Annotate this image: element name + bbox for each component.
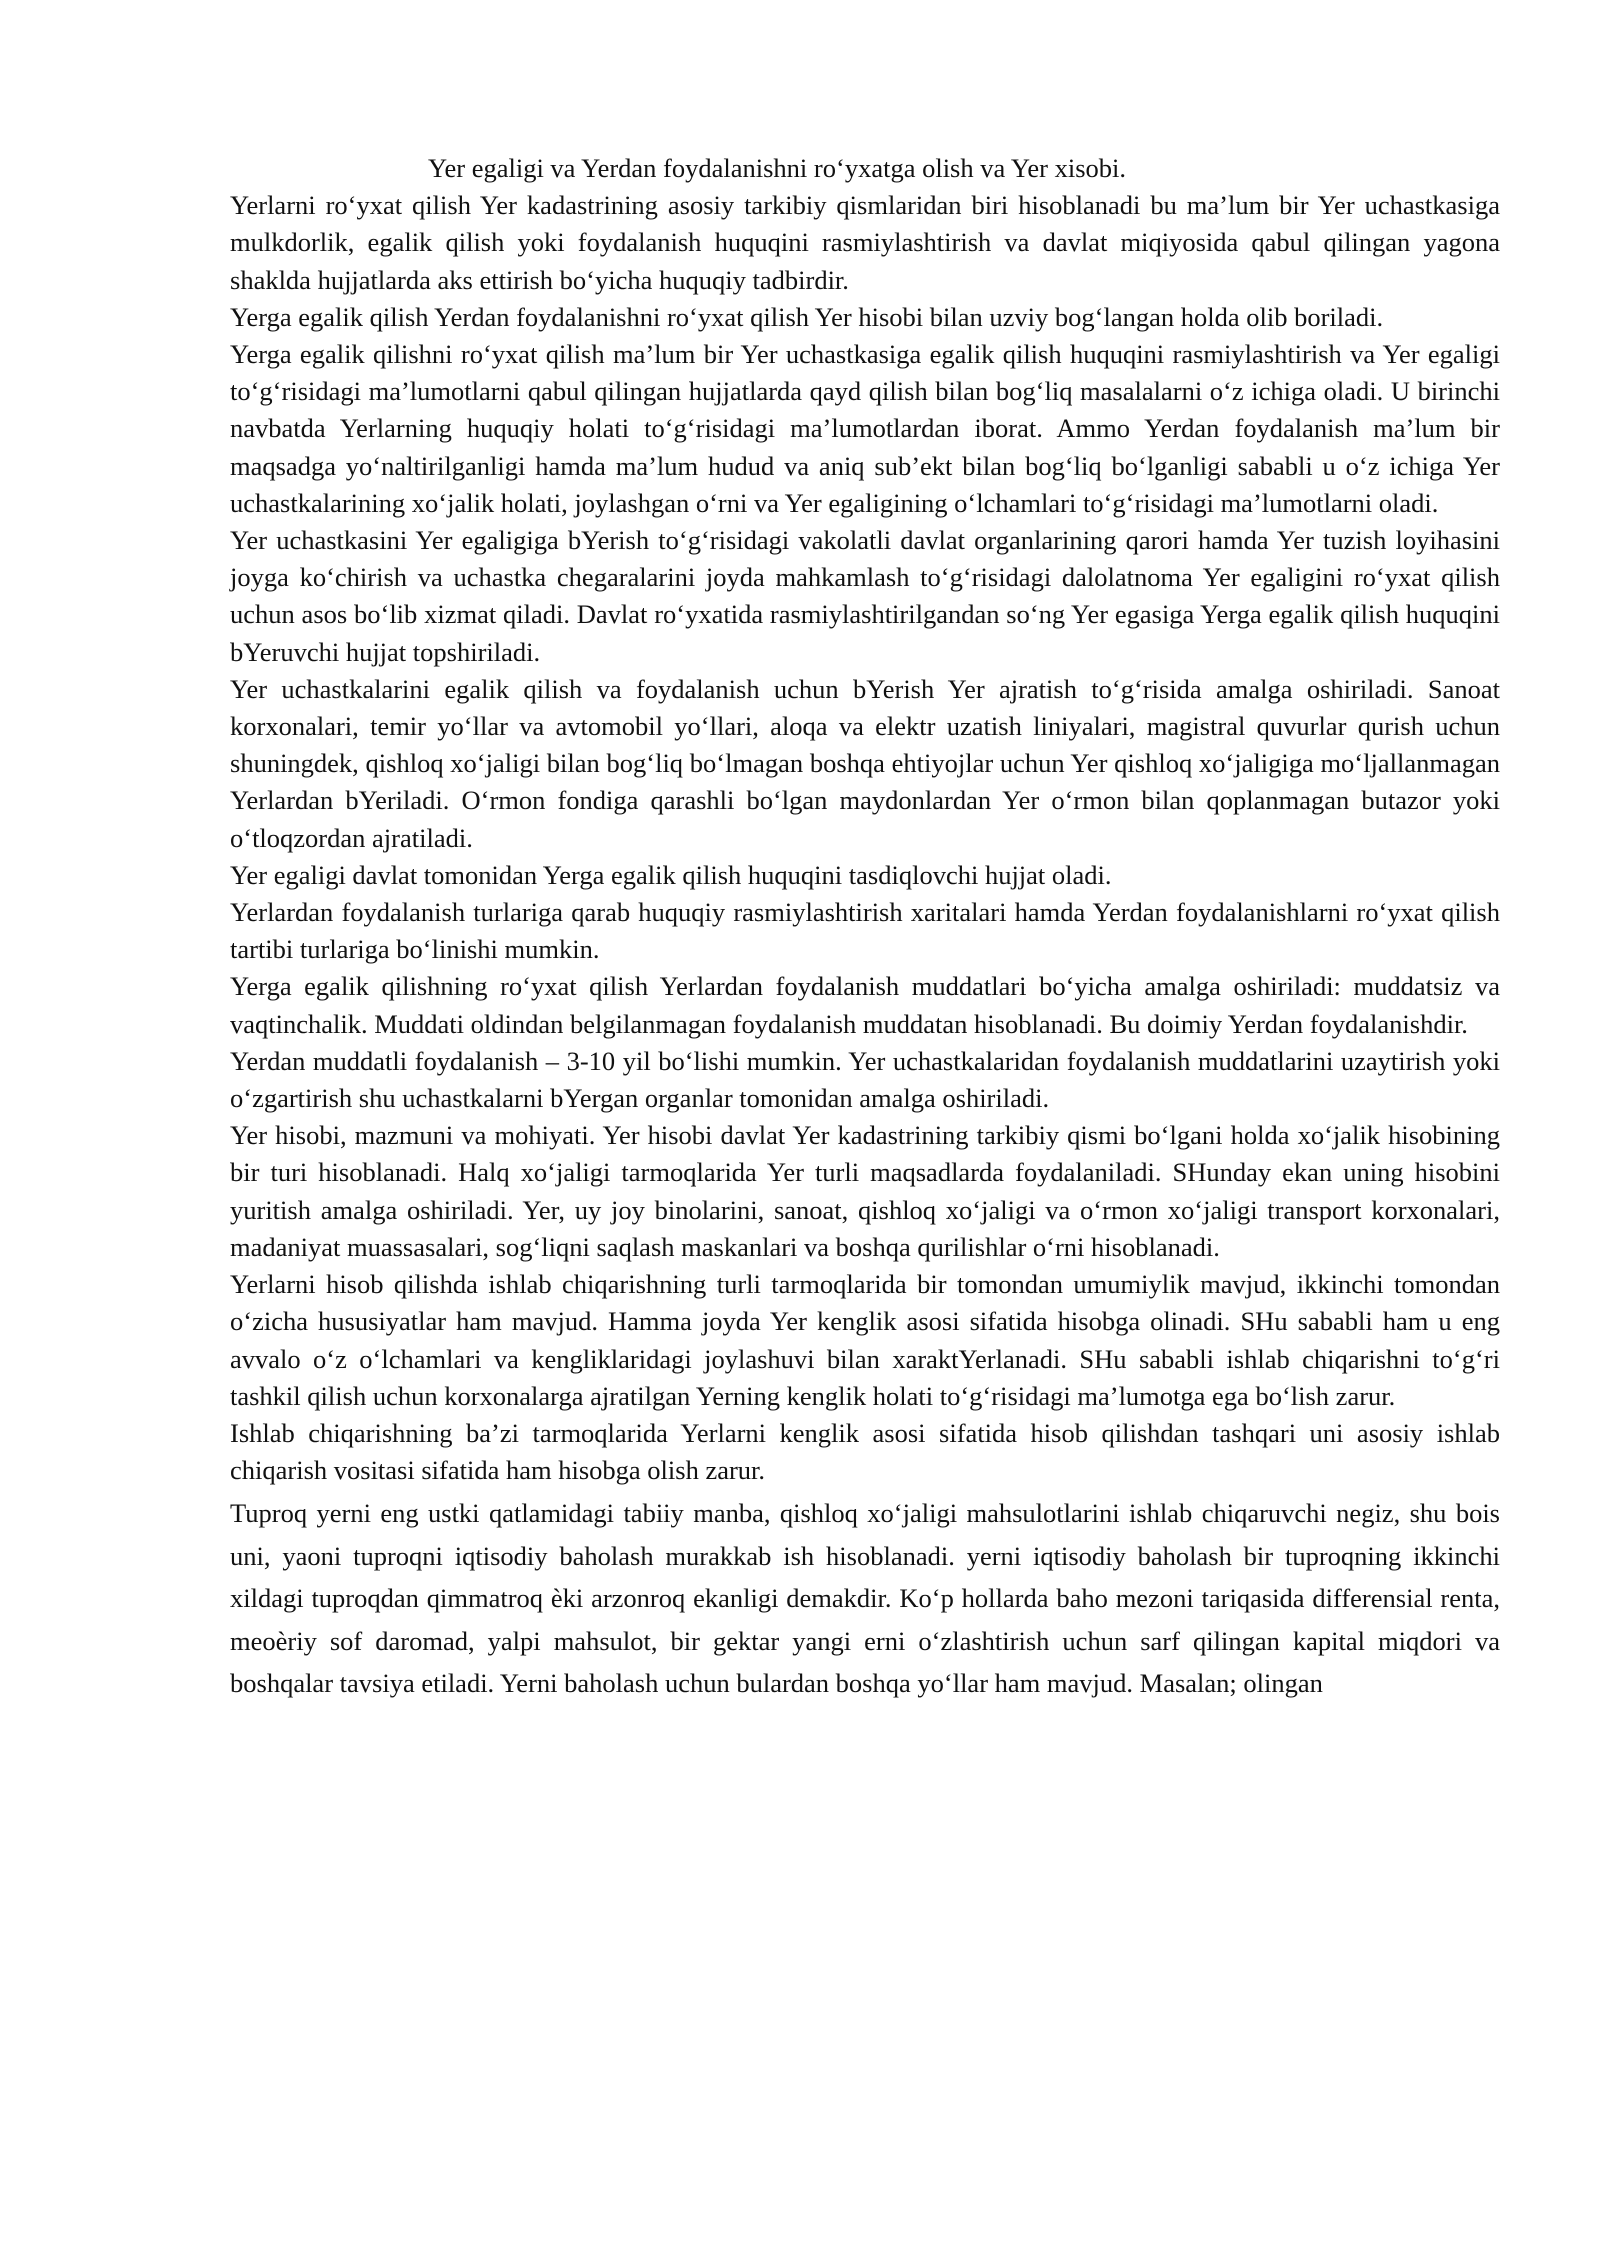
- paragraph-8: Yerga egalik qilishning ro‘yxat qilish Yerlardan foydalanish muddatlari bo‘yicha amalga oshiriladi: muddatsiz va vaqtinchalik. Muddati oldindan belgilanmagan foydalanish muddatan hisoblanadi. Bu doimiy Yerdan foydalanishdir.: [230, 971, 1500, 1039]
- paragraph-6: Yer egaligi davlat tomonidan Yerga egalik qilish huquqini tasdiqlovchi hujjat oladi.: [230, 859, 1112, 890]
- paragraph-9: Yerdan muddatli foydalanish – 3-10 yil bo‘lishi mumkin. Yer uchastkalaridan foydalanish muddatlarini uzaytirish yoki o‘zgartirish shu uchastkalarni bYergan organlar tomonidan amalga oshiriladi.: [230, 1045, 1500, 1114]
- paragraph-3: Yerga egalik qilishni ro‘yxat qilish ma’lum bir Yer uchastkasiga egalik qilish huquqini rasmiylashtirish va Yer egaligi to‘g‘risidagi ma’lumotlarni qabul qilingan hujjatlarda qayd qilish bilan bog‘liq masalalarni o‘z ichiga oladi. U birinchi navbatda Yerlarning huquqiy holati to‘g‘risidagi ma’lumotlardan iborat. Ammo Yerdan foydalanish ma’lum bir maqsadga yo‘naltirilganligi hamda ma’lum hudud va aniq sub’ekt bilan bog‘liq bo‘lganligi sababli u o‘z ichiga Yer uchastkalarining xo‘jalik holati, joylashgan o‘rni va Yer egaligining o‘lchamlari to‘g‘risidagi ma’lumotlarni oladi.: [230, 339, 1500, 518]
- paragraph-10: Yer hisobi, mazmuni va mohiyati. Yer hisobi davlat Yer kadastrining tarkibiy qismi bo‘lgani holda xo‘jalik hisobining bir turi hisoblanadi. Halq xo‘jaligi tarmoqlarida Yer turli maqsadlarda foydalaniladi. SHunday ekan uning hisobini yuritish amalga oshiriladi. Yer, uy joy binolarini, sanoat, qishloq xo‘jaligi va o‘rmon xo‘jaligi transport korxonalari, madaniyat muassasalari, sog‘liqni saqlash maskanlari va boshqa qurilishlar o‘rni hisoblanadi.: [230, 1120, 1500, 1262]
- paragraph-5: Yer uchastkalarini egalik qilish va foydalanish uchun bYerish Yer ajratish to‘g‘risida amalga oshiriladi. Sanoat korxonalari, temir yo‘llar va avtomobil yo‘llari, aloqa va elektr uzatish liniyalari, magistral quvurlar qurish uchun shuningdek, qishloq xo‘jaligi bilan bog‘liq bo‘lmagan boshqa ehtiyojlar uchun Yer qishloq xo‘jaligiga mo‘ljallanmagan Yerlardan bYeriladi. O‘rmon fondiga qarashli bo‘lgan maydonlardan Yer o‘rmon bilan qoplanmagan butazor yoki o‘tloqzordan ajratiladi.: [230, 673, 1500, 853]
- paragraph-12: Ishlab chiqarishning ba’zi tarmoqlarida Yerlarni kenglik asosi sifatida hisob qilishdan tashqari uni asosiy ishlab chiqarish vositasi sifatida ham hisobga olish zarur.: [230, 1417, 1500, 1486]
- document-page: [230, 150, 1500, 1705]
- paragraph-4: Yer uchastkasini Yer egaligiga bYerish to‘g‘risidagi vakolatli davlat organlarining qarori hamda Yer tuzish loyihasini joyga ko‘chirish va uchastka chegaralarini joyda mahkamlash to‘g‘risidagi dalolatnoma Yer egaligini ro‘yxat qilish uchun asos bo‘lib xizmat qiladi. Davlat ro‘yxatida rasmiylashtirilgandan so‘ng Yer egasiga Yerga egalik qilish huquqini bYeruvchi hujjat topshiriladi.: [230, 525, 1500, 667]
- paragraph-2: Yerga egalik qilish Yerdan foydalanishni ro‘yxat qilish Yer hisobi bilan uzviy bog‘langan holda olib boriladi.: [230, 301, 1384, 332]
- paragraph-1: Yerlarni ro‘yxat qilish Yer kadastrining asosiy tarkibiy qismlaridan biri hisoblanadi bu ma’lum bir Yer uchastkasiga mulkdorlik, egalik qilish yoki foydalanish huquqini rasmiylashtirish va davlat miqiyosida qabul qilingan yagona shaklda hujjatlarda aks ettirish bo‘yicha huquqiy tadbirdir.: [230, 190, 1500, 295]
- paragraph-11: Yerlarni hisob qilishda ishlab chiqarishning turli tarmoqlarida bir tomondan umumiylik mavjud, ikkinchi tomondan o‘zicha hususiyatlar ham mavjud. Hamma joyda Yer kenglik asosi sifatida hisobga olinadi. SHu sababli ham u eng avvalo o‘z o‘lchamlari va kengliklaridagi joylashuvi bilan xaraktYerlanadi. SHu sababli ishlab chiqarishni to‘g‘ri tashkil qilish uchun korxonalarga ajratilgan Yerning kenglik holati to‘g‘risidagi ma’lumotga ega bo‘lish zarur.: [230, 1269, 1500, 1411]
- paragraph-13: Tuproq yerni eng ustki qatlamidagi tabiiy manba, qishloq xo‘jaligi mahsulotlarini ishlab chiqaruvchi negiz, shu bois uni, yaoni tuproqni iqtisodiy baholash murakkab ish hisoblanadi. yerni iqtisodiy baholash bir tuproqning ikkinchi xildagi tuproqdan qimmatroq èki arzonroq ekanligi demakdir. Ko‘p hollarda baho mezoni tariqasida differensial renta, meoèriy sof daromad, yalpi mahsulot, bir gektar yangi erni o‘zlashtirish uchun sarf qilingan kapital miqdori va boshqalar tavsiya etiladi. Yerni baholash uchun bulardan boshqa yo‘llar ham mavjud. Masalan; olingan: [230, 1498, 1500, 1699]
- document-title: Yer egaligi va Yerdan foydalanishni ro‘yxatga olish va Yer xisobi.: [428, 153, 1127, 183]
- paragraph-7: Yerlardan foydalanish turlariga qarab huquqiy rasmiylashtirish xaritalari hamda Yerdan foydalanishlarni ro‘yxat qilish tartibi turlariga bo‘linishi mumkin.: [230, 897, 1500, 965]
